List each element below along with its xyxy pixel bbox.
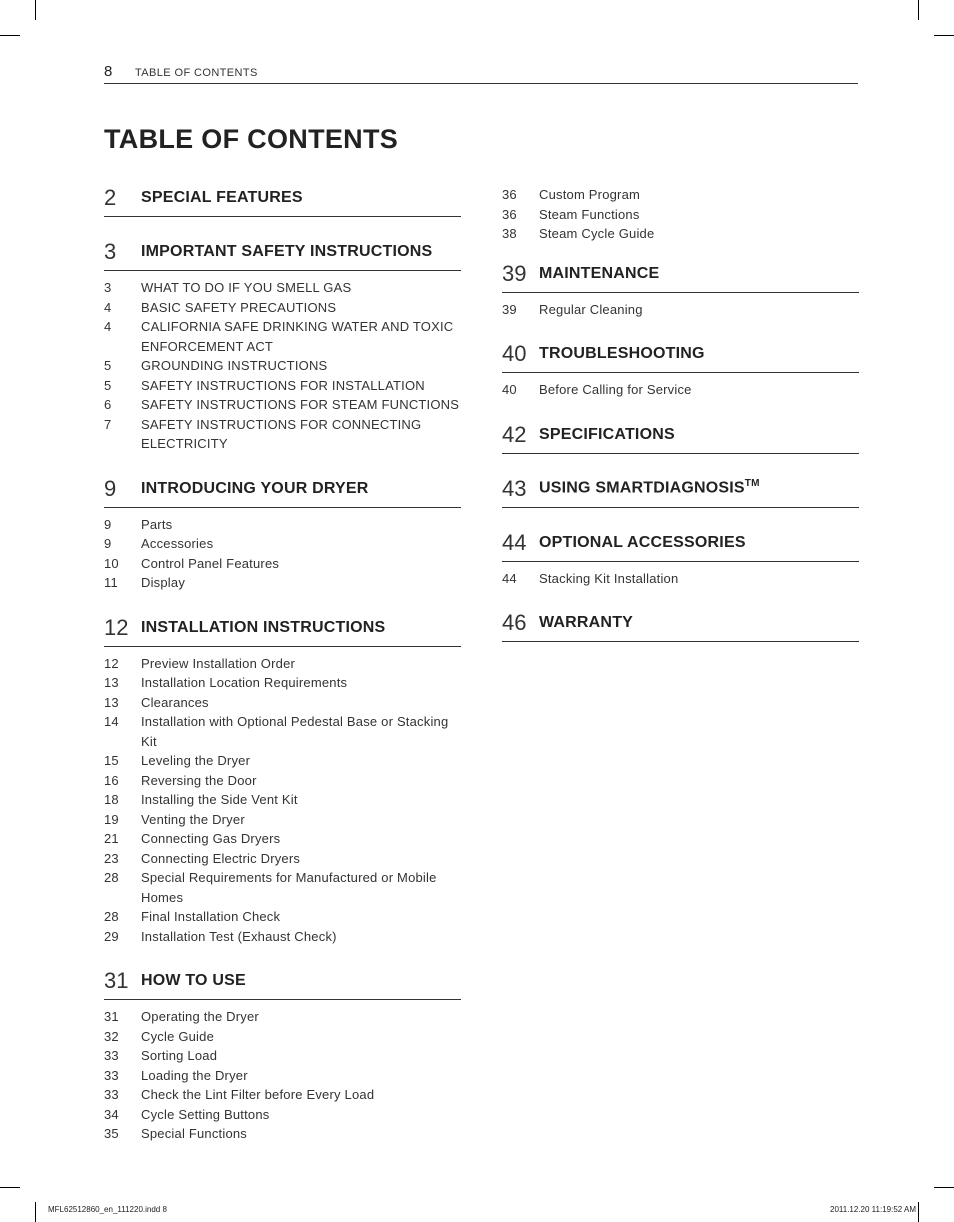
entry-page: 11 — [104, 575, 118, 590]
entry-text: Special Functions — [141, 1126, 248, 1141]
crop-mark — [934, 35, 954, 36]
toc-section-optional-accessories[interactable] — [502, 530, 859, 562]
toc-entry[interactable] — [104, 907, 461, 927]
toc-entry[interactable] — [104, 673, 461, 693]
entry-page: 10 — [104, 555, 119, 571]
toc-entry[interactable] — [104, 810, 461, 830]
entry-page: 5 — [104, 358, 112, 373]
toc-entry[interactable] — [104, 356, 461, 376]
entry-page: 9 — [104, 516, 112, 532]
section-page-number: 40 — [502, 341, 527, 366]
toc-entry[interactable] — [104, 1085, 461, 1105]
entry-text: Loading the Dryer — [141, 1067, 248, 1083]
entry-page: 34 — [104, 1106, 119, 1122]
toc-entry[interactable] — [502, 569, 859, 589]
toc-section-warranty[interactable] — [502, 610, 859, 642]
entry-text: SAFETY INSTRUCTIONS FOR STEAM FUNCTIONS — [141, 397, 460, 412]
entry-page: 44 — [502, 570, 517, 586]
toc-entry[interactable] — [104, 298, 461, 318]
entry-page: 23 — [104, 850, 119, 866]
entry-text: Installation with Optional Pedestal Base or Stacking Kit — [141, 714, 449, 749]
running-header — [104, 63, 858, 84]
toc-entry[interactable] — [104, 712, 461, 751]
entry-list — [502, 373, 859, 400]
section-title: SPECIAL FEATURES — [141, 189, 303, 206]
entry-text: Sorting Load — [141, 1048, 218, 1063]
section-page-number: 43 — [502, 475, 527, 501]
toc-entry[interactable] — [104, 654, 461, 674]
entry-page: 12 — [104, 655, 119, 671]
section-title: TROUBLESHOOTING — [539, 345, 705, 362]
entry-page: 40 — [502, 382, 517, 397]
toc-entry[interactable] — [104, 693, 461, 713]
toc-entry[interactable] — [104, 395, 461, 415]
entry-page: 33 — [104, 1067, 119, 1083]
entry-list — [104, 271, 461, 454]
toc-section-smartdiagnosis[interactable] — [502, 476, 859, 508]
section-title-text: USING SMARTDIAGNOSIS — [539, 479, 745, 497]
entry-text: Connecting Electric Dryers — [141, 850, 301, 866]
page-number: 8 — [104, 63, 113, 80]
section-page-number: 9 — [104, 475, 117, 501]
entry-page: 33 — [104, 1048, 119, 1063]
toc-entry[interactable] — [104, 849, 461, 869]
entry-page: 16 — [104, 772, 119, 788]
page-title: TABLE OF CONTENTS — [104, 124, 399, 154]
crop-mark — [35, 1202, 36, 1222]
toc-section-introducing[interactable] — [104, 476, 461, 508]
section-title: INTRODUCING YOUR DRYER — [141, 479, 369, 497]
entry-page: 36 — [502, 187, 517, 202]
entry-text: WHAT TO DO IF YOU SMELL GAS — [141, 280, 352, 295]
entry-text: Regular Cleaning — [539, 301, 643, 317]
entry-page: 36 — [502, 206, 517, 222]
entry-text: SAFETY INSTRUCTIONS FOR INSTALLATION — [141, 377, 425, 393]
trademark-mark: TM — [744, 478, 760, 490]
toc-section-troubleshooting[interactable] — [502, 341, 859, 373]
entry-text: Leveling the Dryer — [141, 753, 251, 768]
toc-entry[interactable] — [502, 224, 859, 244]
print-slug-file: MFL62512860_en_111220.indd 8 — [48, 1205, 167, 1214]
entry-page: 28 — [104, 909, 119, 924]
section-title: OPTIONAL ACCESSORIES — [539, 533, 746, 551]
entry-list-continued — [502, 185, 859, 244]
section-title: HOW TO USE — [141, 972, 246, 989]
entry-page: 21 — [104, 831, 119, 846]
toc-entry[interactable] — [104, 515, 461, 535]
entry-page: 33 — [104, 1087, 119, 1102]
entry-text: Display — [141, 575, 186, 590]
entry-text: Operating the Dryer — [141, 1009, 259, 1024]
toc-entry[interactable] — [104, 534, 461, 554]
section-title: INSTALLATION INSTRUCTIONS — [141, 618, 386, 636]
toc-entry[interactable] — [104, 554, 461, 574]
entry-page: 13 — [104, 675, 119, 690]
entry-page: 5 — [104, 377, 112, 393]
toc-entry[interactable] — [104, 1007, 461, 1027]
toc-section-special-features[interactable] — [104, 185, 461, 217]
toc-entry[interactable] — [104, 1105, 461, 1125]
entry-page: 19 — [104, 811, 119, 827]
entry-text: Cycle Setting Buttons — [141, 1106, 270, 1122]
toc-right-column — [502, 185, 859, 642]
entry-text: Check the Lint Filter before Every Load — [141, 1087, 375, 1102]
entry-page: 6 — [104, 397, 112, 412]
toc-entry[interactable] — [104, 868, 461, 907]
entry-text: Installation Location Requirements — [141, 675, 348, 690]
crop-mark — [918, 1202, 919, 1222]
entry-text: Final Installation Check — [141, 909, 281, 924]
crop-mark — [918, 0, 919, 20]
entry-page: 4 — [104, 319, 112, 334]
entry-page: 13 — [104, 694, 119, 710]
entry-list — [104, 647, 461, 947]
toc-entry[interactable] — [104, 317, 461, 356]
entry-text: Accessories — [141, 536, 214, 551]
entry-list — [104, 508, 461, 593]
entry-text: Preview Installation Order — [141, 655, 296, 671]
section-title: MAINTENANCE — [539, 264, 660, 282]
toc-entry[interactable] — [502, 205, 859, 225]
toc-section-how-to-use[interactable] — [104, 968, 461, 1000]
section-title: IMPORTANT SAFETY INSTRUCTIONS — [141, 243, 433, 260]
section-page-number: 39 — [502, 260, 527, 286]
toc-left-column — [104, 185, 461, 1144]
entry-text: Installing the Side Vent Kit — [141, 792, 298, 807]
section-page-number: 44 — [502, 529, 527, 555]
entry-page: 38 — [502, 226, 517, 241]
toc-entry[interactable] — [104, 278, 461, 298]
toc-entry[interactable] — [104, 1066, 461, 1086]
entry-text: Parts — [141, 516, 173, 532]
section-page-number: 2 — [104, 185, 117, 210]
section-title: WARRANTY — [539, 614, 634, 631]
entry-text: GROUNDING INSTRUCTIONS — [141, 358, 328, 373]
crop-mark — [934, 1187, 954, 1188]
entry-page: 4 — [104, 299, 112, 315]
toc-entry[interactable] — [104, 829, 461, 849]
entry-page: 14 — [104, 714, 119, 729]
entry-text: CALIFORNIA SAFE DRINKING WATER AND TOXIC ENFORCEMENT ACT — [141, 319, 454, 354]
toc-entry[interactable] — [104, 1027, 461, 1047]
entry-text: Steam Functions — [539, 206, 640, 222]
toc-section-maintenance[interactable] — [502, 261, 859, 293]
entry-text: Before Calling for Service — [539, 382, 692, 397]
entry-text: BASIC SAFETY PRECAUTIONS — [141, 299, 337, 315]
entry-page: 31 — [104, 1009, 119, 1024]
entry-page: 3 — [104, 280, 112, 295]
section-title: SPECIFICATIONS — [539, 425, 675, 443]
entry-page: 9 — [104, 536, 112, 551]
toc-entry[interactable] — [502, 380, 859, 400]
entry-text: Control Panel Features — [141, 555, 280, 571]
entry-text: Venting the Dryer — [141, 811, 245, 827]
entry-list — [502, 562, 859, 589]
section-page-number: 46 — [502, 610, 527, 635]
entry-page: 32 — [104, 1028, 119, 1044]
entry-text: Connecting Gas Dryers — [141, 831, 281, 846]
toc-entry[interactable] — [104, 573, 461, 593]
section-title — [539, 478, 760, 497]
toc-entry[interactable] — [502, 300, 859, 320]
toc-section-installation[interactable] — [104, 615, 461, 647]
toc-section-safety[interactable] — [104, 239, 461, 271]
running-title: TABLE OF CONTENTS — [135, 67, 258, 79]
entry-text: Installation Test (Exhaust Check) — [141, 928, 337, 944]
toc-entry[interactable] — [104, 1046, 461, 1066]
entry-text: Special Requirements for Manufactured or Mobile Homes — [141, 870, 437, 905]
entry-text: Steam Cycle Guide — [539, 226, 655, 241]
entry-text: SAFETY INSTRUCTIONS FOR CONNECTING ELECTRICITY — [141, 416, 422, 451]
entry-page: 7 — [104, 416, 112, 432]
entry-list — [104, 1000, 461, 1144]
entry-page: 15 — [104, 753, 119, 768]
toc-entry[interactable] — [104, 415, 461, 454]
section-page-number: 42 — [502, 421, 527, 447]
entry-text: Clearances — [141, 694, 209, 710]
entry-page: 35 — [104, 1126, 119, 1141]
crop-mark — [35, 0, 36, 20]
toc-entry[interactable] — [502, 185, 859, 205]
toc-entry[interactable] — [104, 376, 461, 396]
toc-entry[interactable] — [104, 1124, 461, 1144]
crop-mark — [0, 35, 20, 36]
entry-text: Cycle Guide — [141, 1028, 215, 1044]
entry-page: 28 — [104, 870, 119, 885]
section-page-number: 3 — [104, 239, 117, 264]
entry-page: 39 — [502, 301, 517, 317]
entry-text: Stacking Kit Installation — [539, 570, 679, 586]
toc-entry[interactable] — [104, 771, 461, 791]
entry-text: Custom Program — [539, 187, 641, 202]
toc-entry[interactable] — [104, 751, 461, 771]
section-page-number: 31 — [104, 968, 129, 993]
crop-mark — [0, 1187, 20, 1188]
entry-list — [502, 293, 859, 320]
section-page-number: 12 — [104, 614, 129, 640]
toc-entry[interactable] — [104, 927, 461, 947]
print-slug-timestamp: 2011.12.20 11:19:52 AM — [830, 1205, 916, 1214]
toc-section-specifications[interactable] — [502, 422, 859, 454]
entry-text: Reversing the Door — [141, 772, 257, 788]
entry-page: 29 — [104, 928, 119, 944]
entry-page: 18 — [104, 792, 119, 807]
toc-entry[interactable] — [104, 790, 461, 810]
